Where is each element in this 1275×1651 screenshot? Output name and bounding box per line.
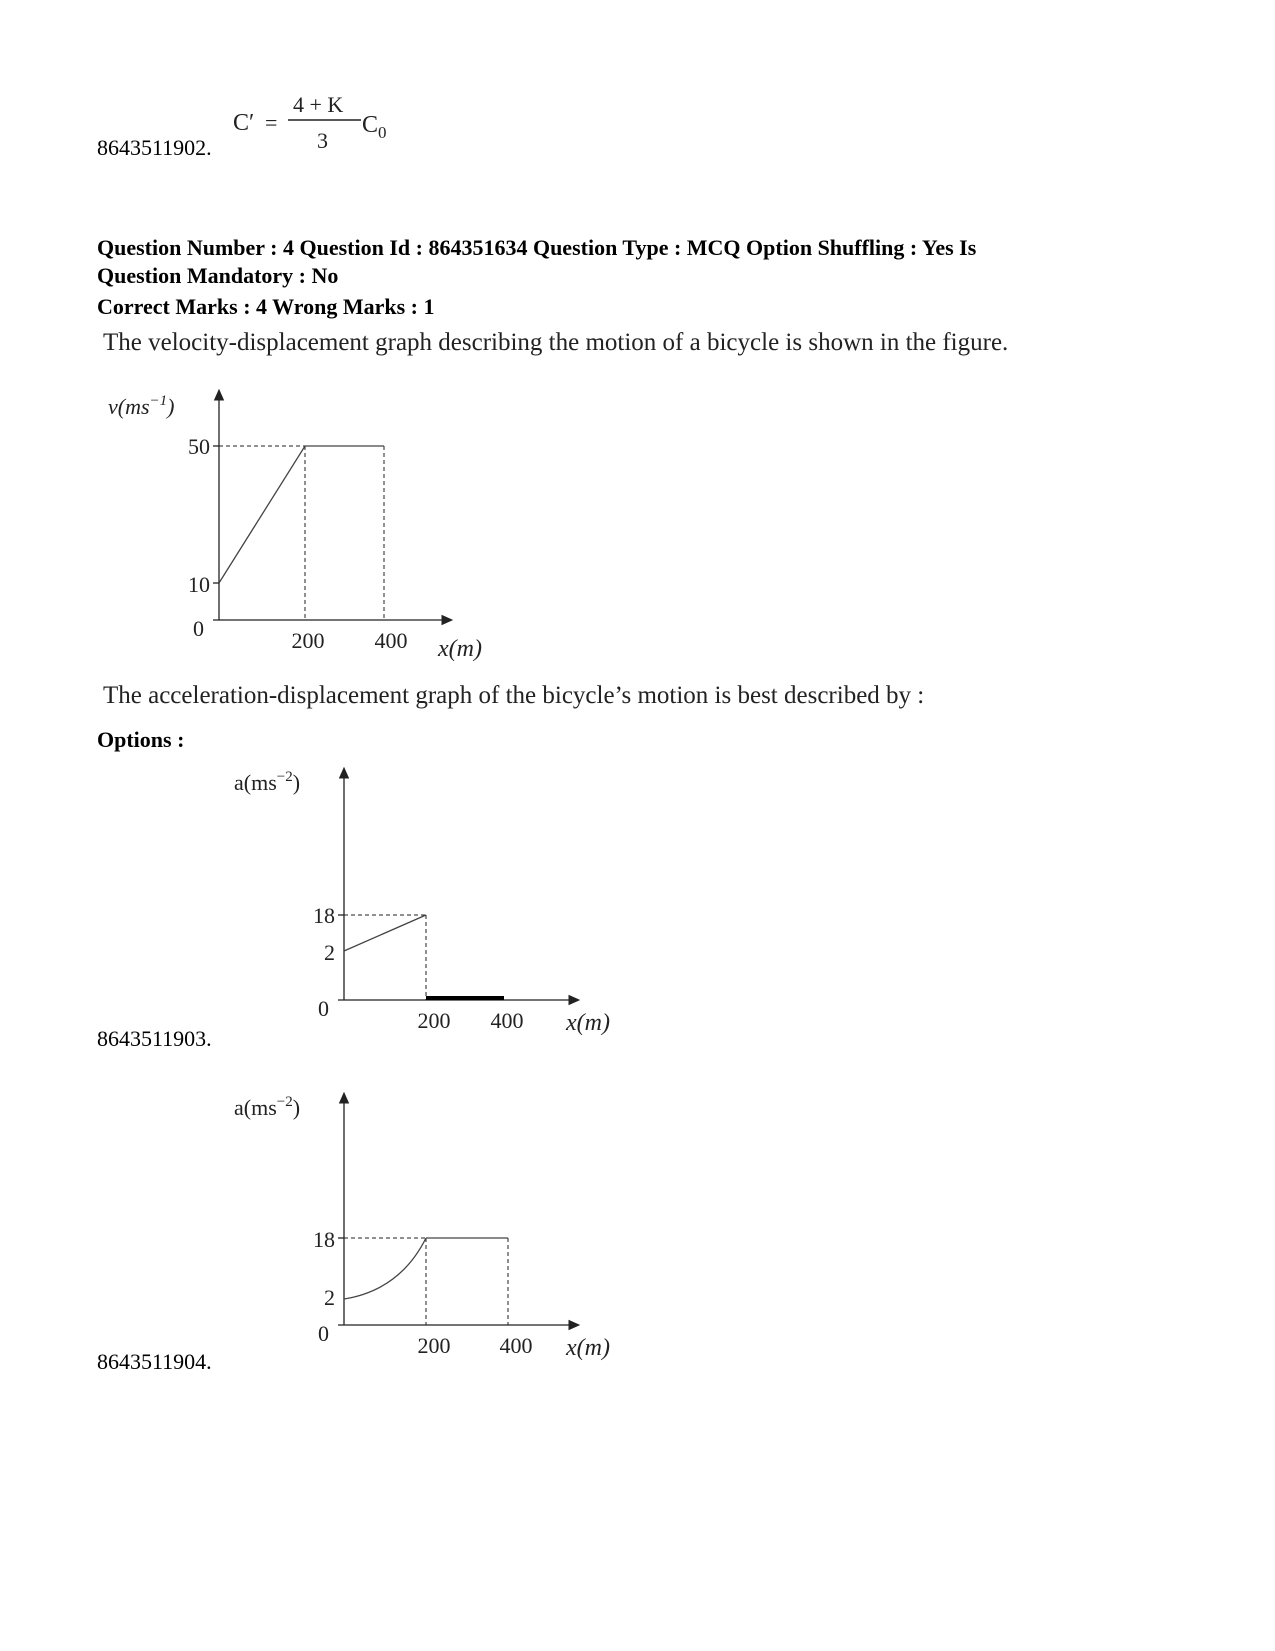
option-id-a: 8643511903. [97, 1026, 212, 1051]
x-tick-label: 200 [291, 628, 325, 653]
accel-segment-rising [344, 915, 426, 951]
option-id-prev: 8643511902. [97, 135, 212, 160]
formula-denominator: 3 [317, 128, 328, 153]
y-tick-label: 0 [318, 996, 329, 1021]
marks-line: Correct Marks : 4 Wrong Marks : 1 [97, 294, 435, 319]
formula-numerator: 4 + K [293, 92, 344, 117]
x-tick-label: 200 [417, 1008, 451, 1033]
question-meta-line2: Question Mandatory : No [97, 263, 339, 288]
velocity-displacement-graph [100, 380, 520, 680]
accel-curve-rising [344, 1238, 426, 1299]
y-tick-label: 0 [193, 616, 204, 641]
y-tick-label: 18 [313, 1227, 335, 1252]
formula-factor: C [362, 112, 379, 138]
followup-text: The acceleration-displacement graph of the bicycle’s motion is best described by : [103, 682, 925, 709]
y-axis-label: $a(ms^{-2})$ [234, 769, 301, 795]
y-tick-label: 2 [324, 940, 335, 965]
formula-c-prime [225, 88, 425, 160]
option-b-graph [220, 1085, 640, 1375]
formula-equals: = [265, 110, 278, 135]
question-meta [97, 234, 1197, 290]
y-tick-label: 2 [324, 1285, 335, 1310]
x-tick-label: 200 [417, 1333, 451, 1358]
y-tick-label: 10 [188, 572, 210, 597]
y-tick-label: 0 [318, 1321, 329, 1346]
formula-factor-sub: 0 [378, 123, 387, 142]
formula-lhs: C′ [233, 110, 255, 136]
question-text: The velocity-displacement graph describing the motion of a bicycle is shown in the figure. [103, 329, 1009, 356]
velocity-curve [219, 446, 384, 583]
x-axis-label: x(m) [566, 1010, 610, 1036]
option-a-graph [220, 760, 640, 1050]
x-tick-label: 400 [490, 1008, 524, 1033]
x-tick-label: 400 [499, 1333, 533, 1358]
y-axis-label: $v(ms^{-1})$ [108, 393, 175, 419]
y-axis-label: $a(ms^{-2})$ [234, 1094, 301, 1120]
x-axis-label: x(m) [438, 636, 482, 662]
y-tick-label: 18 [313, 903, 335, 928]
x-axis-label: x(m) [566, 1335, 610, 1361]
option-id-b: 8643511904. [97, 1349, 212, 1374]
y-tick-label: 50 [188, 434, 210, 459]
question-meta-line1: Question Number : 4 Question Id : 864351634 Question Type : MCQ Option Shuffling : Yes Is [97, 235, 977, 260]
options-label: Options : [97, 727, 185, 752]
x-tick-label: 400 [374, 628, 408, 653]
